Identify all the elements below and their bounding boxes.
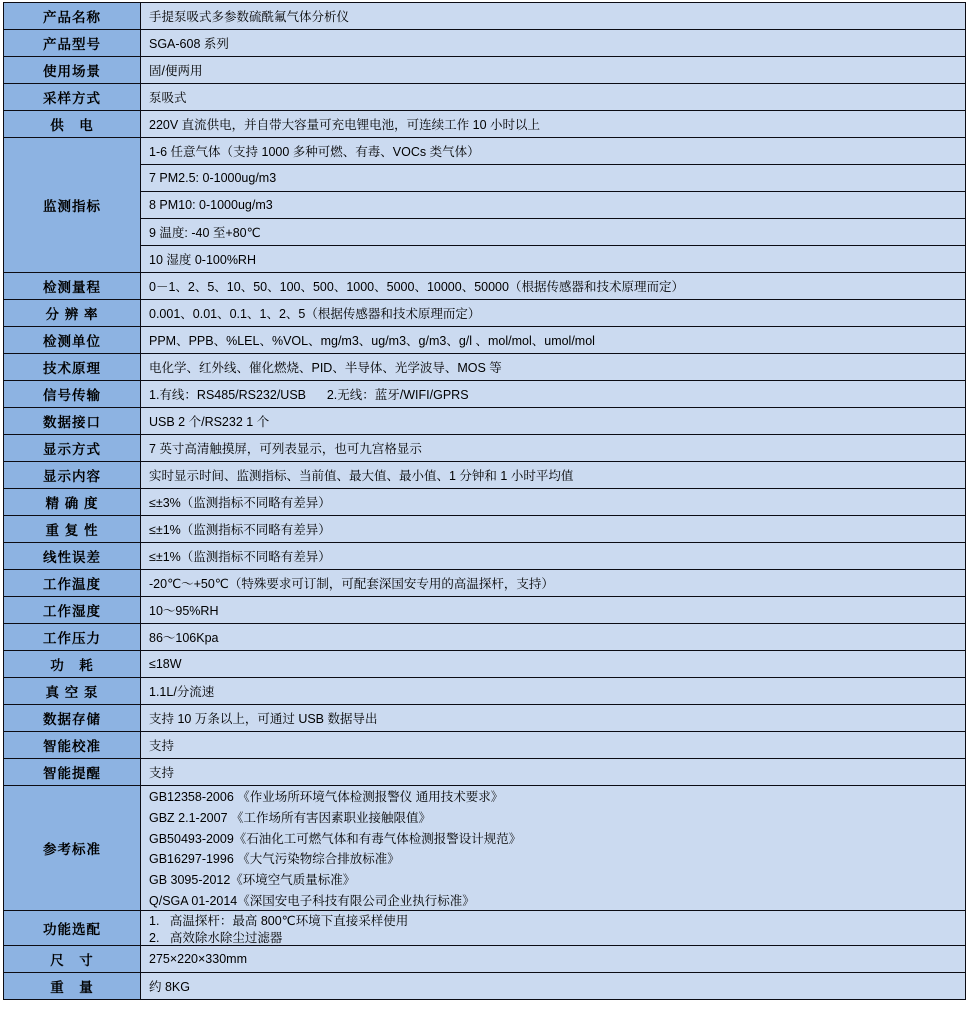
row-label: 智能校准: [4, 732, 141, 759]
row-value: 0.001、0.01、0.1、1、2、5（根据传感器和技术原理而定）: [141, 300, 966, 327]
row-label: 显示方式: [4, 435, 141, 462]
table-row: [4, 786, 966, 911]
row-value: 固/便两用: [141, 57, 966, 84]
row-label: 使用场景: [4, 57, 141, 84]
table-row: [4, 327, 966, 354]
table-row: [4, 192, 966, 219]
row-value: 支持: [141, 732, 966, 759]
table-row: [4, 300, 966, 327]
table-row: [4, 381, 966, 408]
table-row: [4, 678, 966, 705]
row-value-line: GB16297-1996 《大气污染物综合排放标准》: [149, 852, 400, 867]
row-label: 数据接口: [4, 408, 141, 435]
table-row: [4, 462, 966, 489]
row-value: 实时显示时间、监测指标、当前值、最大值、最小值、1 分钟和 1 小时平均值: [141, 462, 966, 489]
row-label: 产品名称: [4, 3, 141, 30]
row-label: 工作压力: [4, 624, 141, 651]
row-value: 10 湿度 0-100%RH: [141, 246, 966, 273]
row-label: 参考标准: [4, 786, 141, 911]
row-value: 275×220×330mm: [141, 946, 966, 973]
table-row: [4, 57, 966, 84]
row-value: SGA-608 系列: [141, 30, 966, 57]
table-row: [4, 911, 966, 946]
table-row: [4, 759, 966, 786]
row-value-line: Q/SGA 01-2014《深国安电子科技有限公司企业执行标准》: [149, 893, 475, 908]
row-label: 尺 寸: [4, 946, 141, 973]
row-label: 监测指标: [4, 138, 141, 273]
row-value: 泵吸式: [141, 84, 966, 111]
row-label: 采样方式: [4, 84, 141, 111]
table-row: [4, 354, 966, 381]
row-value: 7 PM2.5: 0-1000ug/m3: [141, 165, 966, 192]
row-value: 1.1L/分流速: [141, 678, 966, 705]
row-value: 1-6 任意气体（支持 1000 多种可燃、有毒、VOCs 类气体）: [141, 138, 966, 165]
table-row: [4, 570, 966, 597]
row-value-line: 1. 高温探杆：最高 800℃环境下直接采样使用: [149, 913, 409, 928]
row-value: 86～106Kpa: [141, 624, 966, 651]
row-value: 9 温度: -40 至+80℃: [141, 219, 966, 246]
table-row: [4, 408, 966, 435]
row-label: 检测单位: [4, 327, 141, 354]
row-value: ≤18W: [141, 651, 966, 678]
table-row: [4, 138, 966, 165]
table-row: [4, 732, 966, 759]
row-value-line: GBZ 2.1-2007 《工作场所有害因素职业接触限值》: [149, 811, 431, 826]
table-row: [4, 435, 966, 462]
row-value: 手提泵吸式多参数硫酰氟气体分析仪: [141, 3, 966, 30]
table-row: [4, 543, 966, 570]
table-row: [4, 946, 966, 973]
row-value: 220V 直流供电，并自带大容量可充电锂电池，可连续工作 10 小时以上: [141, 111, 966, 138]
row-label: 供 电: [4, 111, 141, 138]
row-label: 智能提醒: [4, 759, 141, 786]
row-value: [141, 911, 966, 946]
row-label: 分 辨 率: [4, 300, 141, 327]
row-label: 检测量程: [4, 273, 141, 300]
row-value: ≤±1%（监测指标不同略有差异）: [141, 516, 966, 543]
row-label: 功 耗: [4, 651, 141, 678]
row-label: 重 量: [4, 973, 141, 1000]
row-value: -20℃～+50℃（特殊要求可订制，可配套深国安专用的高温探杆，支持）: [141, 570, 966, 597]
table-row: [4, 597, 966, 624]
table-row: [4, 30, 966, 57]
row-value: 约 8KG: [141, 973, 966, 1000]
row-label: 精 确 度: [4, 489, 141, 516]
row-value: [141, 786, 966, 911]
table-row: [4, 3, 966, 30]
table-row: [4, 705, 966, 732]
row-value-line: GB12358-2006 《作业场所环境气体检测报警仪 通用技术要求》: [149, 790, 504, 805]
table-row: [4, 651, 966, 678]
table-row: [4, 624, 966, 651]
row-value-line: GB50493-2009《石油化工可燃气体和有毒气体检测报警设计规范》: [149, 831, 522, 846]
spec-table: [3, 2, 966, 1000]
row-value: 1.有线：RS485/RS232/USB 2.无线：蓝牙/WIFI/GPRS: [141, 381, 966, 408]
row-label: 线性误差: [4, 543, 141, 570]
row-value: USB 2 个/RS232 1 个: [141, 408, 966, 435]
row-value: PPM、PPB、%LEL、%VOL、mg/m3、ug/m3、g/m3、g/l 、mol/mol、umol/mol: [141, 327, 966, 354]
row-value: ≤±1%（监测指标不同略有差异）: [141, 543, 966, 570]
table-row: [4, 273, 966, 300]
table-row: [4, 516, 966, 543]
row-label: 数据存储: [4, 705, 141, 732]
row-label: 功能选配: [4, 911, 141, 946]
row-value: 7 英寸高清触摸屏，可列表显示，也可九宫格显示: [141, 435, 966, 462]
table-row: [4, 489, 966, 516]
row-value: ≤±3%（监测指标不同略有差异）: [141, 489, 966, 516]
row-label: 显示内容: [4, 462, 141, 489]
row-label: 技术原理: [4, 354, 141, 381]
row-value: 8 PM10: 0-1000ug/m3: [141, 192, 966, 219]
row-value-line: 2. 高效除水除尘过滤器: [149, 930, 283, 945]
spec-table-body: [4, 3, 966, 1000]
table-row: [4, 84, 966, 111]
row-value-line: GB 3095-2012《环境空气质量标准》: [149, 873, 356, 888]
row-value: 支持: [141, 759, 966, 786]
row-label: 工作湿度: [4, 597, 141, 624]
table-row: [4, 111, 966, 138]
table-row: [4, 219, 966, 246]
row-label: 真 空 泵: [4, 678, 141, 705]
row-value: 10～95%RH: [141, 597, 966, 624]
row-value: 电化学、红外线、催化燃烧、PID、半导体、光学波导、MOS 等: [141, 354, 966, 381]
row-label: 工作温度: [4, 570, 141, 597]
table-row: [4, 973, 966, 1000]
row-label: 信号传输: [4, 381, 141, 408]
table-row: [4, 165, 966, 192]
row-value: 支持 10 万条以上，可通过 USB 数据导出: [141, 705, 966, 732]
table-row: [4, 246, 966, 273]
row-label: 重 复 性: [4, 516, 141, 543]
row-label: 产品型号: [4, 30, 141, 57]
row-value: 0－1、2、5、10、50、100、500、1000、5000、10000、50000（根据传感器和技术原理而定）: [141, 273, 966, 300]
